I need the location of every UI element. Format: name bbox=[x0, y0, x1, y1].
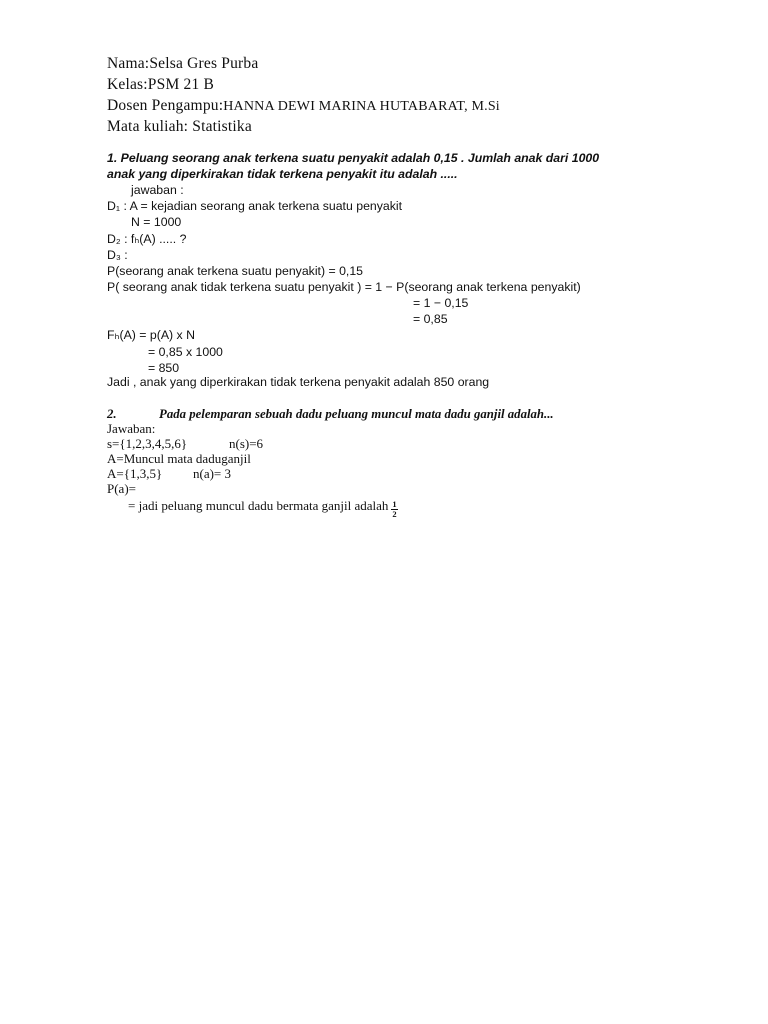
q1-question-line1: 1. Peluang seorang anak terkena suatu penyakit adalah 0,15 . Jumlah anak dari 1000 bbox=[107, 151, 600, 165]
q2-fraction bbox=[391, 500, 397, 519]
q1-n: N = 1000 bbox=[131, 215, 182, 229]
q2-sample-space: s={1,2,3,4,5,6} bbox=[107, 436, 188, 451]
q1-fh-step1: = 0,85 x 1000 bbox=[148, 345, 223, 359]
q2-fraction-denominator: 2 bbox=[392, 509, 397, 519]
q2-ns: n(s)=6 bbox=[229, 436, 264, 451]
q2-fraction-numerator: 1 bbox=[392, 499, 397, 509]
q2-number: 2. bbox=[107, 407, 117, 421]
q1-jawaban-label: jawaban : bbox=[131, 183, 184, 197]
q1-fh: Fₕ(A) = p(A) x N bbox=[107, 328, 195, 342]
q1-d3: D₃ : bbox=[107, 248, 128, 262]
q2-na: n(a)= 3 bbox=[193, 466, 232, 481]
q2-conclusion bbox=[128, 498, 398, 519]
lecturer-label: Dosen Pengampu: bbox=[107, 97, 224, 114]
course-name: Mata kuliah: Statistika bbox=[107, 118, 252, 135]
student-class: Kelas:PSM 21 B bbox=[107, 76, 215, 93]
q1-p2: P( seorang anak tidak terkena suatu penyakit ) = 1 − P(seorang anak terkena penyakit) bbox=[107, 280, 581, 294]
lecturer-line bbox=[107, 97, 500, 115]
q2-event-set: A={1,3,5} bbox=[107, 466, 163, 481]
q1-p1: P(seorang anak terkena suatu penyakit) = 0,15 bbox=[107, 264, 364, 278]
q1-step2: = 0,85 bbox=[413, 312, 448, 326]
q1-fh-step2: = 850 bbox=[148, 361, 180, 375]
student-name: Nama:Selsa Gres Purba bbox=[107, 55, 259, 72]
lecturer-name: HANNA DEWI MARINA HUTABARAT, M.Si bbox=[223, 99, 500, 114]
q1-conclusion: Jadi , anak yang diperkirakan tidak terkena penyakit adalah 850 orang bbox=[107, 375, 490, 389]
q2-question: Pada pelemparan sebuah dadu peluang muncul mata dadu ganjil adalah... bbox=[159, 407, 554, 421]
q1-d1: D₁ : A = kejadian seorang anak terkena suatu penyakit bbox=[107, 199, 403, 213]
q2-conclusion-text: = jadi peluang muncul dadu bermata ganjil adalah bbox=[128, 498, 389, 513]
q2-event-desc: A=Muncul mata daduganjil bbox=[107, 451, 251, 466]
q1-step1: = 1 − 0,15 bbox=[413, 296, 469, 310]
q2-pa: P(a)= bbox=[107, 481, 136, 496]
q2-jawaban-label: Jawaban: bbox=[107, 421, 156, 436]
q1-d2: D₂ : fₕ(A) ..... ? bbox=[107, 232, 187, 246]
q1-question-line2: anak yang diperkirakan tidak terkena penyakit itu adalah ..... bbox=[107, 167, 458, 181]
